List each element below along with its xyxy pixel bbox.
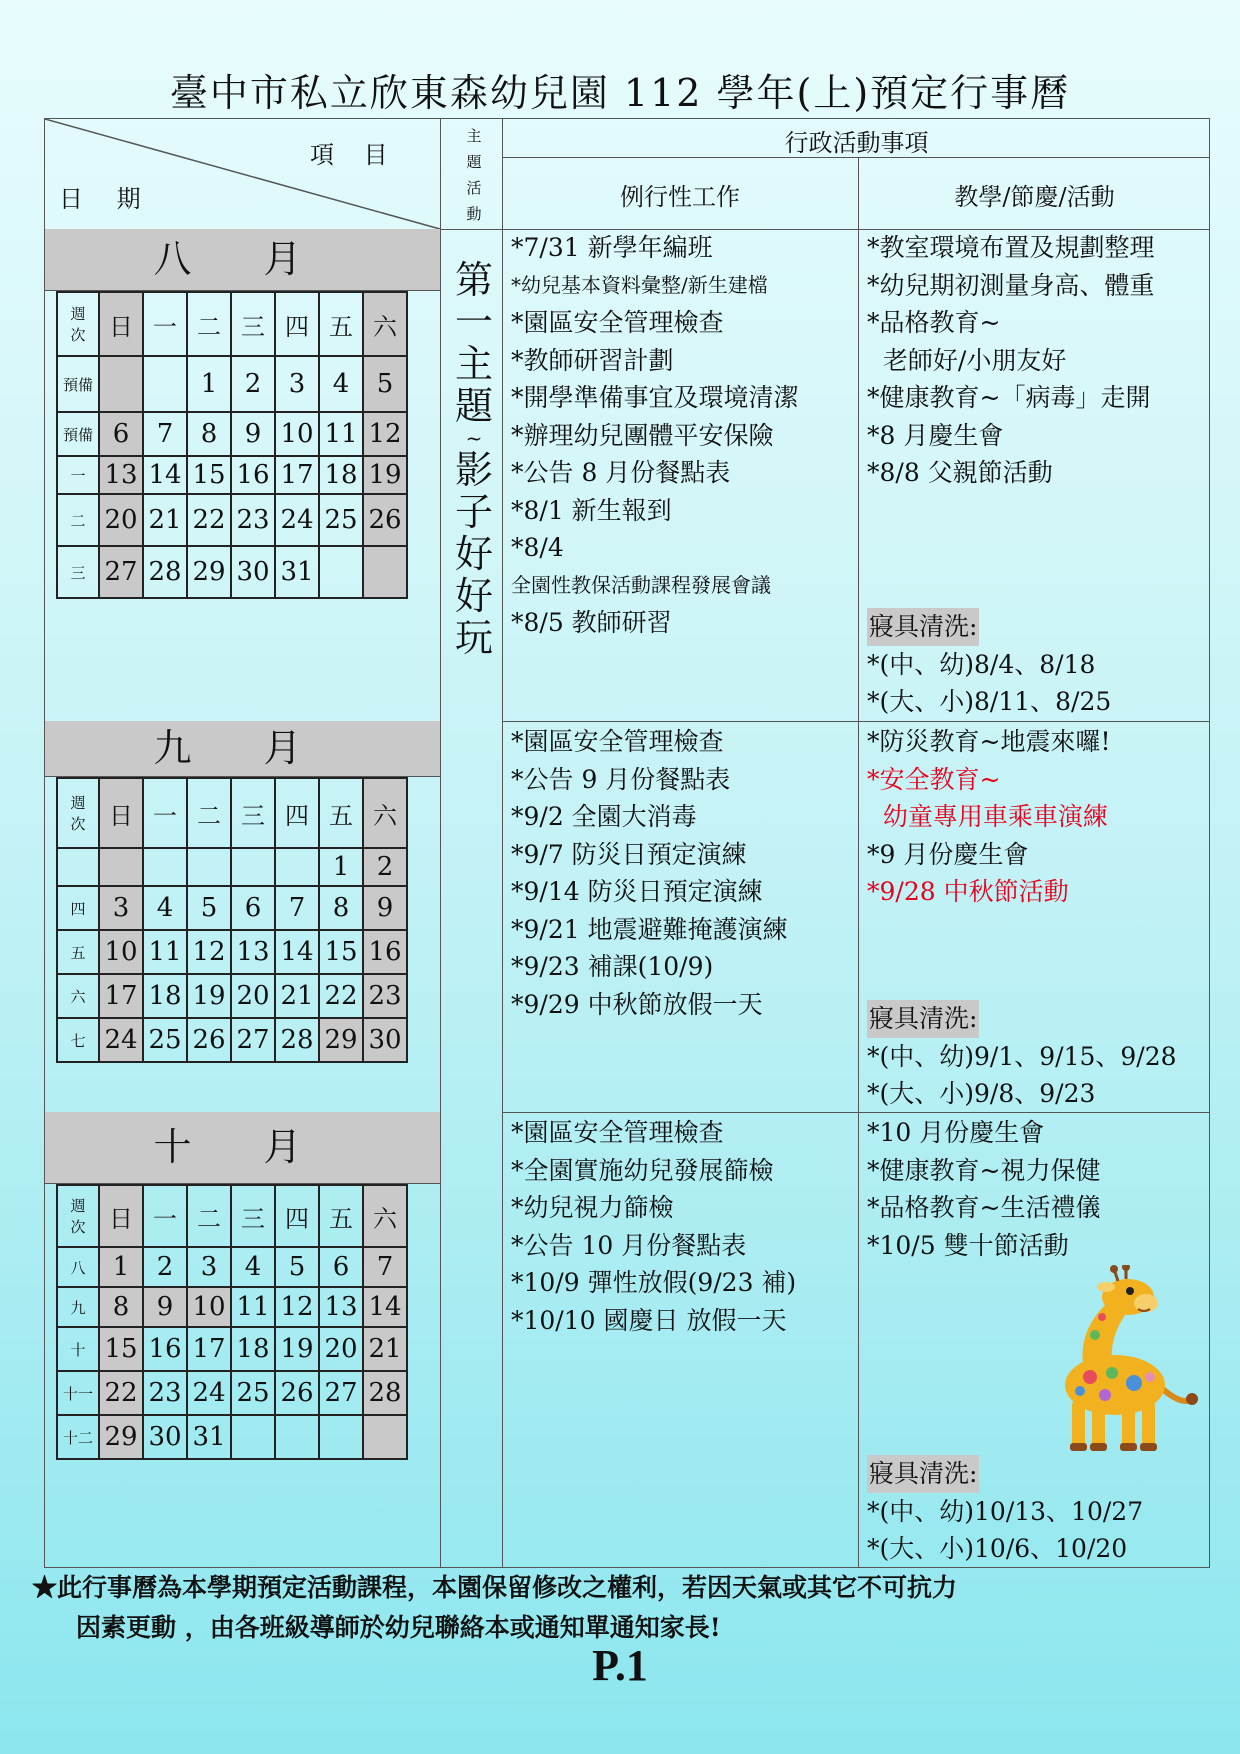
day-cell: 7 [143,412,187,456]
weekday-mon: 一 [143,292,187,356]
day-cell [99,356,143,412]
day-cell: 2 [143,1247,187,1287]
day-cell: 十二 [57,1415,99,1459]
day-cell [143,848,187,886]
day-cell: 六 [363,778,407,848]
day-cell: 24 [99,1018,143,1062]
month-title-sep: 九 月 [45,721,440,777]
day-cell: 5 [275,1247,319,1287]
day-cell: 8 [319,886,363,930]
week-number: 三 [57,546,99,598]
day-cell: 23 [231,494,275,546]
day-cell: 24 [187,1371,231,1415]
week-number: 預備 [57,412,99,456]
day-cell: 3 [99,886,143,930]
day-cell: 11 [231,1287,275,1327]
day-cell: 26 [363,494,407,546]
day-cell: 2 [363,848,407,886]
day-cell: 21 [143,494,187,546]
day-cell: 22 [187,494,231,546]
day-cell: 29 [99,1415,143,1459]
day-cell: 20 [319,1327,363,1371]
day-cell: 30 [363,1018,407,1062]
day-cell: 五 [57,930,99,974]
bedding-sep: 寢具清洗: *(中、幼)9/1、9/15、9/28 *(大、小)9/8、9/23 [867,1000,1177,1113]
day-cell: 11 [319,412,363,456]
day-cell: 三 [231,1185,275,1247]
day-cell: 23 [143,1371,187,1415]
day-cell: 13 [231,930,275,974]
day-cell: 一 [143,778,187,848]
day-cell [275,1415,319,1459]
day-cell: 18 [143,974,187,1018]
day-cell: 10 [187,1287,231,1327]
day-cell: 15 [99,1327,143,1371]
day-cell [143,356,187,412]
day-cell: 24 [275,494,319,546]
day-cell: 30 [231,546,275,598]
weekday-tue: 二 [187,292,231,356]
day-cell: 14 [275,930,319,974]
item-label: 項 目 [310,141,388,169]
day-cell: 31 [187,1415,231,1459]
day-cell: 三 [231,778,275,848]
day-cell: 二 [187,778,231,848]
day-cell: 19 [363,456,407,494]
day-cell: 五 [319,778,363,848]
day-cell: 一 [143,1185,187,1247]
theme-title: 第 一 主 題 ~ 影 子 好 好 玩 [454,258,493,660]
day-cell: 19 [187,974,231,1018]
day-cell: 5 [363,356,407,412]
day-cell: 九 [57,1287,99,1327]
day-cell: 25 [143,1018,187,1062]
day-cell: 23 [363,974,407,1018]
day-cell: 16 [231,456,275,494]
day-cell: 9 [363,886,407,930]
week-header: 週 次 [57,292,99,356]
bedding-aug: 寢具清洗: *(中、幼)8/4、8/18 *(大、小)8/11、8/25 [867,608,1111,721]
day-cell: 27 [99,546,143,598]
page-number: P.1 [592,1641,648,1690]
day-cell: 9 [231,412,275,456]
day-cell: 8 [187,412,231,456]
day-cell: 1 [319,848,363,886]
day-cell: 13 [319,1287,363,1327]
calendar-oct [56,1184,408,1460]
day-cell [57,848,99,886]
day-cell: 日 [99,778,143,848]
day-cell: 18 [319,456,363,494]
day-cell: 八 [57,1247,99,1287]
admin-header: 行政活動事項 [784,129,929,157]
routine-oct: *園區安全管理檢查 *全園實施幼兒發展篩檢 *幼兒視力篩檢 *公告 10 月份餐點表 *10/9 彈性放假(9/23 補) *10/10 國慶日 放假一天 [511,1118,797,1335]
day-cell: 四 [275,1185,319,1247]
day-cell: 22 [99,1371,143,1415]
day-cell [231,848,275,886]
day-cell: 五 [319,1185,363,1247]
day-cell: 27 [231,1018,275,1062]
day-cell: 7 [363,1247,407,1287]
day-cell: 11 [143,930,187,974]
day-cell: 4 [143,886,187,930]
theme-column-header: 主 題 活 動 [466,127,482,223]
day-cell: 5 [187,886,231,930]
day-cell: 10 [99,930,143,974]
date-label: 日 期 [59,185,141,213]
day-cell: 12 [363,412,407,456]
day-cell: 17 [275,456,319,494]
calendar-sep [56,777,408,1063]
weekday-thu: 四 [275,292,319,356]
week-number: 預備 [57,356,99,412]
day-cell: 3 [187,1247,231,1287]
weekday-wed: 三 [231,292,275,356]
day-cell: 6 [231,886,275,930]
day-cell: 3 [275,356,319,412]
day-cell: 16 [363,930,407,974]
day-cell: 13 [99,456,143,494]
week-number: 一 [57,456,99,494]
day-cell: 9 [143,1287,187,1327]
day-cell: 六 [363,1185,407,1247]
day-cell: 20 [99,494,143,546]
day-cell: 1 [187,356,231,412]
day-cell: 15 [187,456,231,494]
day-cell [187,848,231,886]
day-cell: 1 [99,1247,143,1287]
day-cell: 四 [275,778,319,848]
day-cell: 19 [275,1327,319,1371]
day-cell: 2 [231,356,275,412]
day-cell: 10 [275,412,319,456]
day-cell [363,1415,407,1459]
day-cell: 21 [275,974,319,1018]
day-cell: 27 [319,1371,363,1415]
bedding-oct: 寢具清洗: *(中、幼)10/13、10/27 *(大、小)10/6、10/20 [867,1455,1143,1568]
day-cell: 31 [275,546,319,598]
day-cell: 15 [319,930,363,974]
month-title-aug: 八 月 [45,229,440,291]
weekday-sun: 日 [99,292,143,356]
week-header: 週 次 [57,1185,99,1247]
day-cell: 25 [319,494,363,546]
day-cell: 四 [57,886,99,930]
day-cell: 18 [231,1327,275,1371]
day-cell: 29 [187,546,231,598]
day-cell: 12 [187,930,231,974]
day-cell: 六 [57,974,99,1018]
month-title-oct: 十 月 [45,1112,440,1184]
day-cell: 8 [99,1287,143,1327]
week-header: 週 次 [57,778,99,848]
day-cell: 日 [99,1185,143,1247]
calendar-table [44,118,1210,1568]
week-number: 二 [57,494,99,546]
page-title: 臺中市私立欣東森幼兒園 112 學年(上)預定行事曆 [169,71,1071,115]
footer-note: ★此行事曆為本學期預定活動課程，本園保留修改之權利，若因天氣或其它不可抗力 因素更動 ，由各班級導師於幼兒聯絡本或通知單通知家長! [32,1573,958,1642]
teaching-header: 教學/節慶/活動 [954,183,1115,211]
day-cell: 17 [187,1327,231,1371]
day-cell: 22 [319,974,363,1018]
day-cell: 4 [231,1247,275,1287]
day-cell: 十 [57,1327,99,1371]
calendar-aug [56,291,408,599]
day-cell: 20 [231,974,275,1018]
day-cell: 26 [187,1018,231,1062]
day-cell: 7 [275,886,319,930]
day-cell [275,848,319,886]
day-cell [231,1415,275,1459]
day-cell: 26 [275,1371,319,1415]
day-cell: 12 [275,1287,319,1327]
day-cell [99,848,143,886]
weekday-sat: 六 [363,292,407,356]
day-cell: 十一 [57,1371,99,1415]
day-cell: 28 [275,1018,319,1062]
routine-aug: *7/31 新學年編班 *幼兒基本資料彙整/新生建檔 *園區安全管理檢查 *教師研習計劃 *開學準備事宜及環境清潔 *辦理幼兒團體平安保險 *公告 8 月份餐點表 *8/1 新生報到 *8/4 全園性教保活動課程發展會議 *8/5 教師研習 [511,233,799,637]
day-cell: 二 [187,1185,231,1247]
day-cell: 28 [143,546,187,598]
day-cell [363,546,407,598]
teaching-sep: *防災教育~地震來囉! *安全教育~ 幼童專用車乘車演練 *9 月份慶生會 *9/28 中秋節活動 [867,727,1111,906]
day-cell: 6 [99,412,143,456]
day-cell: 28 [363,1371,407,1415]
day-cell: 14 [143,456,187,494]
day-cell: 七 [57,1018,99,1062]
routine-sep: *園區安全管理檢查 *公告 9 月份餐點表 *9/2 全園大消毒 *9/7 防災日預定演練 *9/14 防災日預定演練 *9/21 地震避難掩護演練 *9/23 補課(10/9) *9/29 中秋節放假一天 [511,727,788,1019]
day-cell [319,1415,363,1459]
day-cell: 16 [143,1327,187,1371]
routine-header: 例行性工作 [620,183,740,211]
day-cell: 30 [143,1415,187,1459]
teaching-aug: *教室環境布置及規劃整理 *幼兒期初測量身高、體重 *品格教育~ 老師好/小朋友好 *健康教育~「病毒」走開 *8 月慶生會 *8/8 父親節活動 [867,233,1155,487]
day-cell [319,546,363,598]
day-cell: 21 [363,1327,407,1371]
day-cell: 29 [319,1018,363,1062]
day-cell: 17 [99,974,143,1018]
teaching-oct: *10 月份慶生會 *健康教育~視力保健 *品格教育~生活禮儀 *10/5 雙十節活動 [867,1118,1101,1260]
day-cell: 14 [363,1287,407,1327]
day-cell: 6 [319,1247,363,1287]
day-cell: 4 [319,356,363,412]
day-cell: 25 [231,1371,275,1415]
weekday-fri: 五 [319,292,363,356]
giraffe-illustration-icon [1050,1265,1200,1455]
